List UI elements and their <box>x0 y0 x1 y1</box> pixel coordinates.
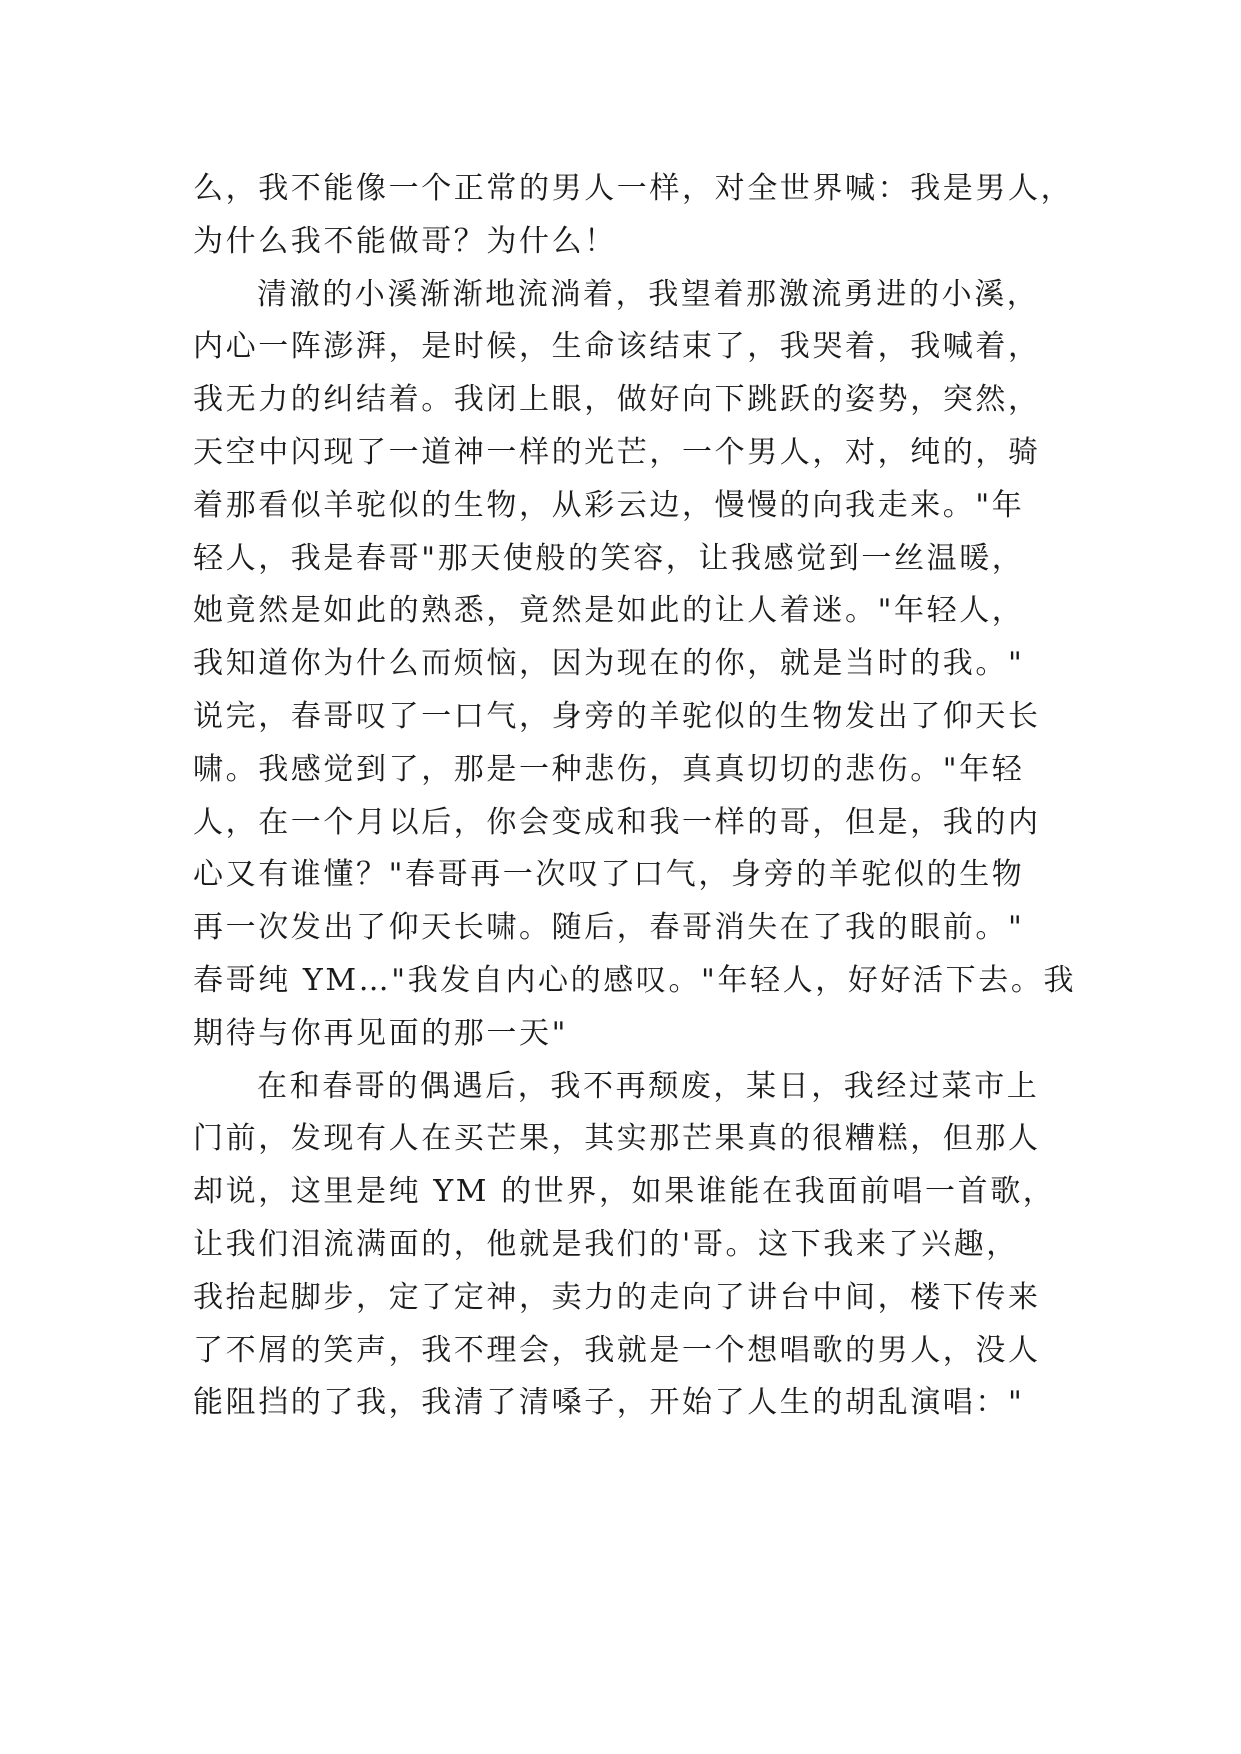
text-line: 她竟然是如此的熟悉，竟然是如此的让人着迷。"年轻人， <box>193 593 1025 629</box>
text-line: 期待与你再见面的那一天" <box>193 1015 568 1051</box>
text-line: 门前，发现有人在买芒果，其实那芒果真的很糟糕，但那人 <box>193 1121 1041 1157</box>
text-line: 啸。我感觉到了，那是一种悲伤，真真切切的悲伤。"年轻 <box>193 751 1025 787</box>
text-line: 再一次发出了仰天长啸。随后，春哥消失在了我的眼前。" <box>193 910 1025 946</box>
text-line: 内心一阵澎湃，是时候，生命该结束了，我哭着，我喊着， <box>193 329 1041 365</box>
text-line: 让我们泪流满面的，他就是我们的'哥。这下我来了兴趣， <box>193 1226 1019 1262</box>
text-line: 说完，春哥叹了一口气，身旁的羊驼似的生物发出了仰天长 <box>193 698 1041 734</box>
text-line: 心又有谁懂？"春哥再一次叹了口气，身旁的羊驼似的生物 <box>193 857 1025 893</box>
paragraph-start-line: 清澈的小溪渐渐地流淌着，我望着那激流勇进的小溪， <box>257 276 1040 312</box>
text-line: 着那看似羊驼似的生物，从彩云边，慢慢的向我走来。"年 <box>193 487 1025 523</box>
text-line: 人，在一个月以后，你会变成和我一样的哥，但是，我的内 <box>193 804 1041 840</box>
text-line: 春哥纯 YM…"我发自内心的感叹。"年轻人，好好活下去。我 <box>193 962 1077 998</box>
text-line: 我无力的纠结着。我闭上眼，做好向下跳跃的姿势，突然， <box>193 382 1041 418</box>
text-line: 么，我不能像一个正常的男人一样，对全世界喊：我是男人， <box>193 171 1074 206</box>
text-line: 了不屑的笑声，我不理会，我就是一个想唱歌的男人，没人 <box>193 1332 1041 1368</box>
text-line: 为什么我不能做哥？为什么！ <box>193 223 617 259</box>
text-line: 天空中闪现了一道神一样的光芒，一个男人，对，纯的，骑 <box>193 434 1041 470</box>
paragraph-start-line: 在和春哥的偶遇后，我不再颓废，某日，我经过菜市上 <box>257 1068 1040 1104</box>
text-line: 轻人，我是春哥"那天使般的笑容，让我感觉到一丝温暖， <box>193 540 1025 576</box>
text-line: 却说，这里是纯 YM 的世界，如果谁能在我面前唱一首歌， <box>193 1174 1056 1210</box>
text-line: 我抬起脚步，定了定神，卖力的走向了讲台中间，楼下传来 <box>193 1279 1041 1315</box>
text-line: 能阻挡的了我，我清了清嗓子，开始了人生的胡乱演唱：" <box>193 1385 1025 1421</box>
text-line: 我知道你为什么而烦恼，因为现在的你，就是当时的我。" <box>193 646 1025 682</box>
body-text <box>193 163 1077 1430</box>
